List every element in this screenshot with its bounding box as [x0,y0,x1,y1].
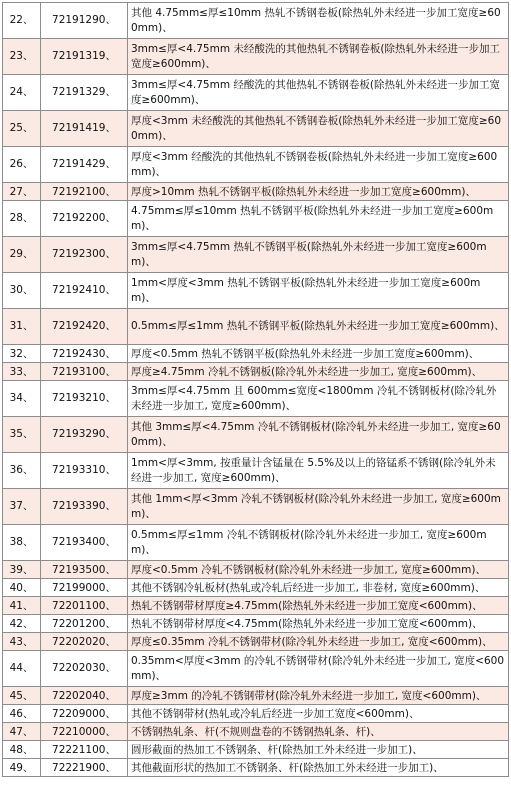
product-description: 热轧不锈钢带材厚度≥4.75mm(除热轧外未经进一步加工宽度<600mm)、 [128,597,509,615]
hs-code: 72192430、 [41,345,128,363]
product-description: 热轧不锈钢带材厚度<4.75mm(除热轧外未经进一步加工宽度<600mm)、 [128,615,509,633]
row-number: 47、 [3,723,41,741]
hs-code: 72192100、 [41,183,128,201]
table-row [3,705,509,723]
hs-code: 72193400、 [41,525,128,561]
row-number: 46、 [3,705,41,723]
row-number: 42、 [3,615,41,633]
product-description: 3mm≤厚<4.75mm 未经酸洗的其他热轧不锈钢卷板(除热轧外未经进一步加工宽度≥600mm)、 [128,39,509,75]
row-number: 39、 [3,561,41,579]
product-description: 4.75mm≤厚≤10mm 热轧不锈钢平板(除热轧外未经进一步加工宽度≥600mm)、 [128,201,509,237]
row-number: 27、 [3,183,41,201]
row-number: 41、 [3,597,41,615]
product-description: 3mm≤厚<4.75mm 经酸洗的其他热轧不锈钢卷板(除热轧外未经进一步加工宽度≥600mm)、 [128,75,509,111]
product-description: 厚度<3mm 未经酸洗的其他热轧不锈钢卷板(除热轧外未经进一步加工宽度≥600mm)、 [128,111,509,147]
table-row [3,363,509,381]
tariff-table-sheet [2,2,509,777]
table-row [3,633,509,651]
product-description: 厚度<3mm 经酸洗的其他热轧不锈钢卷板(除热轧外未经进一步加工宽度≥600mm)、 [128,147,509,183]
product-description: 厚度≥4.75mm 冷轧不锈钢板(除冷轧外未经进一步加工, 宽度≥600mm)、 [128,363,509,381]
row-number: 32、 [3,345,41,363]
hs-code: 72221900、 [41,759,128,777]
table-row [3,759,509,777]
product-description: 圆形截面的热加工不锈钢条、杆(除热加工外未经进一步加工)、 [128,741,509,759]
table-row [3,39,509,75]
hs-code: 72201100、 [41,597,128,615]
hs-code: 72191319、 [41,39,128,75]
hs-code: 72193390、 [41,489,128,525]
hs-code: 72191419、 [41,111,128,147]
table-row [3,579,509,597]
table-row [3,489,509,525]
hs-code: 72193210、 [41,381,128,417]
table-row [3,147,509,183]
row-number: 37、 [3,489,41,525]
table-row [3,561,509,579]
product-description: 1mm<厚<3mm, 按重量计含锰量在 5.5%及以上的铬锰系不锈钢(除冷轧外未经进一步加工, 宽度≥600mm)、 [128,453,509,489]
hs-code: 72193500、 [41,561,128,579]
table-row [3,273,509,309]
product-description: 其他不锈钢带材(热轧或冷轧后经进一步加工宽度<600mm)、 [128,705,509,723]
row-number: 24、 [3,75,41,111]
product-description: 厚度<0.5mm 冷轧不锈钢板材(除冷轧外未经进一步加工, 宽度≥600mm)、 [128,561,509,579]
hs-code: 72193100、 [41,363,128,381]
table-row [3,417,509,453]
hs-code: 72202040、 [41,687,128,705]
table-row [3,345,509,363]
hs-code: 72202030、 [41,651,128,687]
product-description: 0.5mm≤厚≤1mm 热轧不锈钢平板(除热轧外未经进一步加工宽度≥600mm)、 [128,309,509,345]
table-row [3,615,509,633]
table-row [3,183,509,201]
product-description: 0.5mm≤厚≤1mm 冷轧不锈钢板材(除冷轧外未经进一步加工, 宽度≥600mm)、 [128,525,509,561]
product-description: 其他 4.75mm≤厚≤10mm 热轧不锈钢卷板(除热轧外未经进一步加工宽度≥600mm)、 [128,3,509,39]
product-description: 其他截面形状的热加工不锈钢条、杆(除热加工外未经进一步加工)、 [128,759,509,777]
row-number: 35、 [3,417,41,453]
hs-code: 72192420、 [41,309,128,345]
table-row [3,201,509,237]
table-row [3,687,509,705]
table-row [3,651,509,687]
hs-code: 72221100、 [41,741,128,759]
table-row [3,75,509,111]
row-number: 40、 [3,579,41,597]
row-number: 28、 [3,201,41,237]
table-row [3,741,509,759]
product-description: 厚度<0.5mm 热轧不锈钢平板(除热轧外未经进一步加工宽度≥600mm)、 [128,345,509,363]
row-number: 33、 [3,363,41,381]
table-row [3,525,509,561]
row-number: 45、 [3,687,41,705]
product-description: 厚度>10mm 热轧不锈钢平板(除热轧外未经进一步加工宽度≥600mm)、 [128,183,509,201]
hs-code: 72191429、 [41,147,128,183]
row-number: 36、 [3,453,41,489]
hs-code: 72193290、 [41,417,128,453]
table-row [3,597,509,615]
hs-code: 72191329、 [41,75,128,111]
table-row [3,453,509,489]
row-number: 44、 [3,651,41,687]
row-number: 43、 [3,633,41,651]
product-description: 其他不锈钢冷轧板材(热轧或冷轧后经进一步加工, 非卷材, 宽度≥600mm)、 [128,579,509,597]
row-number: 25、 [3,111,41,147]
hs-code: 72192300、 [41,237,128,273]
product-description: 厚度≥3mm 的冷轧不锈钢带材(除冷轧外未经进一步加工, 宽度<600mm)、 [128,687,509,705]
row-number: 34、 [3,381,41,417]
table-row [3,309,509,345]
table-row [3,111,509,147]
table-body [3,3,509,777]
product-description: 3mm≤厚<4.75mm 且 600mm≤宽度<1800mm 冷轧不锈钢板材(除冷轧外未经进一步加工, 宽度≥600mm)、 [128,381,509,417]
product-description: 厚度≤0.35mm 冷轧不锈钢带材(除冷轧外未经进一步加工, 宽度<600mm)、 [128,633,509,651]
row-number: 38、 [3,525,41,561]
product-description: 1mm<厚度<3mm 热轧不锈钢平板(除热轧外未经进一步加工宽度≥600mm)、 [128,273,509,309]
row-number: 29、 [3,237,41,273]
row-number: 30、 [3,273,41,309]
hs-code: 72210000、 [41,723,128,741]
hs-code: 72209000、 [41,705,128,723]
table-row [3,237,509,273]
hs-code: 72192200、 [41,201,128,237]
hs-code: 72202020、 [41,633,128,651]
product-description: 其他 3mm≤厚<4.75mm 冷轧不锈钢板材(除冷轧外未经进一步加工, 宽度≥600mm)、 [128,417,509,453]
tariff-code-table [2,2,509,777]
table-row [3,3,509,39]
row-number: 48、 [3,741,41,759]
row-number: 31、 [3,309,41,345]
table-row [3,381,509,417]
row-number: 49、 [3,759,41,777]
hs-code: 72201200、 [41,615,128,633]
row-number: 22、 [3,3,41,39]
product-description: 0.35mm<厚度<3mm 的冷轧不锈钢带材(除冷轧外未经进一步加工, 宽度<600mm)、 [128,651,509,687]
table-row [3,723,509,741]
hs-code: 72191290、 [41,3,128,39]
hs-code: 72199000、 [41,579,128,597]
row-number: 23、 [3,39,41,75]
product-description: 不锈钢热轧条、杆(不规则盘卷的不锈钢热轧条、杆)、 [128,723,509,741]
hs-code: 72192410、 [41,273,128,309]
row-number: 26、 [3,147,41,183]
hs-code: 72193310、 [41,453,128,489]
product-description: 其他 1mm<厚<3mm 冷轧不锈钢板材(除冷轧外未经进一步加工, 宽度≥600mm)、 [128,489,509,525]
product-description: 3mm≤厚<4.75mm 热轧不锈钢平板(除热轧外未经进一步加工宽度≥600mm)、 [128,237,509,273]
